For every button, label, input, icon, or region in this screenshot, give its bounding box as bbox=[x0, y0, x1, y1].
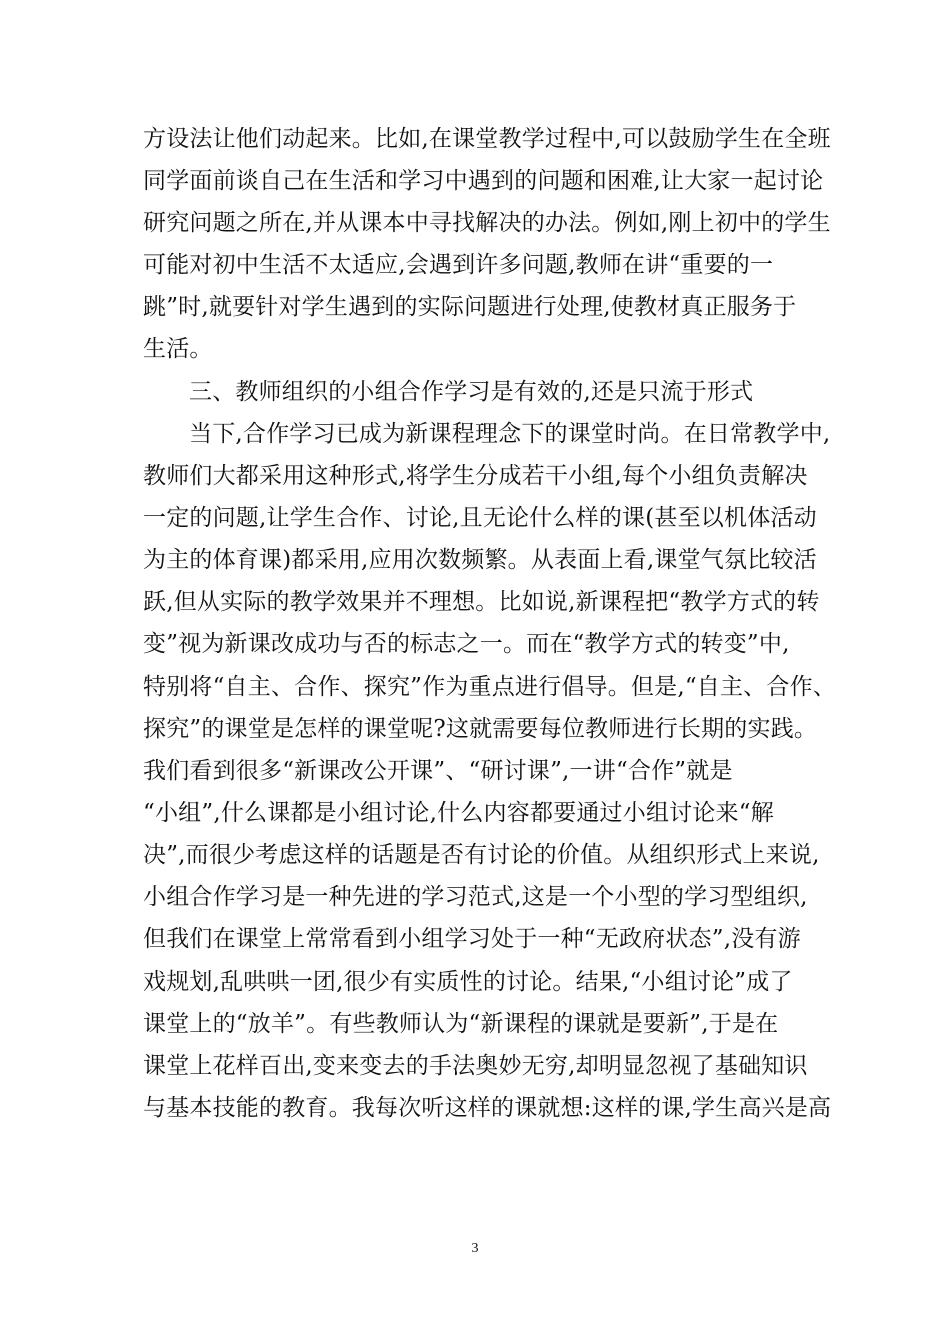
text-line: 生活。 bbox=[143, 336, 213, 362]
text-line: 小组合作学习是一种先进的学习范式,这是一个小型的学习型组织, bbox=[143, 884, 808, 910]
text-line: 课堂上的“放羊”。有些教师认为“新课程的课就是要新”,于是在 bbox=[143, 1011, 779, 1037]
text-line: 但我们在课堂上常常看到小组学习处于一种“无政府状态”,没有游 bbox=[143, 926, 801, 952]
text-line: 为主的体育课)都采用,应用次数频繁。从表面上看,课堂气氛比较活 bbox=[143, 547, 817, 573]
text-line: 课堂上花样百出,变来变去的手法奥妙无穷,却明显忽视了基础知识 bbox=[143, 1053, 808, 1079]
text-line: 决”,而很少考虑这样的话题是否有讨论的价值。从组织形式上来说, bbox=[143, 842, 820, 868]
text-line: 变”视为新课改成功与否的标志之一。而在“教学方式的转变”中, bbox=[143, 631, 790, 657]
text-line: 一定的问题,让学生合作、讨论,且无论什么样的课(甚至以机体活动 bbox=[143, 505, 817, 531]
text-line: 特别将“自主、合作、探究”作为重点进行倡导。但是,“自主、合作、 bbox=[143, 674, 836, 700]
text-line: 同学面前谈自己在生活和学习中遇到的问题和困难,让大家一起讨论 bbox=[143, 168, 824, 194]
text-line: 探究”的课堂是怎样的课堂呢?这就需要每位教师进行长期的实践。 bbox=[143, 716, 818, 742]
text-line: 我们看到很多“新课改公开课”、“研讨课”,一讲“合作”就是 bbox=[143, 758, 733, 784]
text-line: 跃,但从实际的教学效果并不理想。比如说,新课程把“教学方式的转 bbox=[143, 589, 820, 615]
text-line: 与基本技能的教育。我每次听这样的课就想:这样的课,学生高兴是高 bbox=[143, 1095, 832, 1121]
text-line: 方设法让他们动起来。比如,在课堂教学过程中,可以鼓励学生在全班 bbox=[143, 126, 831, 152]
text-line: 研究问题之所在,并从课本中寻找解决的办法。例如,刚上初中的学生 bbox=[143, 210, 831, 236]
text-line: 教师们大都采用这种形式,将学生分成若干小组,每个小组负责解决 bbox=[143, 463, 808, 489]
section-heading: 三、教师组织的小组合作学习是有效的,还是只流于形式 bbox=[189, 379, 754, 405]
page-number: 3 bbox=[471, 1241, 479, 1256]
text-line: 跳”时,就要针对学生遇到的实际问题进行处理,使教材真正服务于 bbox=[143, 294, 797, 320]
text-line: 戏规划,乱哄哄一团,很少有实质性的讨论。结果,“小组讨论”成了 bbox=[143, 969, 793, 995]
text-line: “小组”,什么课都是小组讨论,什么内容都要通过小组讨论来“解 bbox=[143, 800, 774, 826]
text-line: 当下,合作学习已成为新课程理念下的课堂时尚。在日常教学中, bbox=[189, 421, 831, 447]
text-line: 可能对初中生活不太适应,会遇到许多问题,教师在讲“重要的一 bbox=[143, 252, 774, 278]
